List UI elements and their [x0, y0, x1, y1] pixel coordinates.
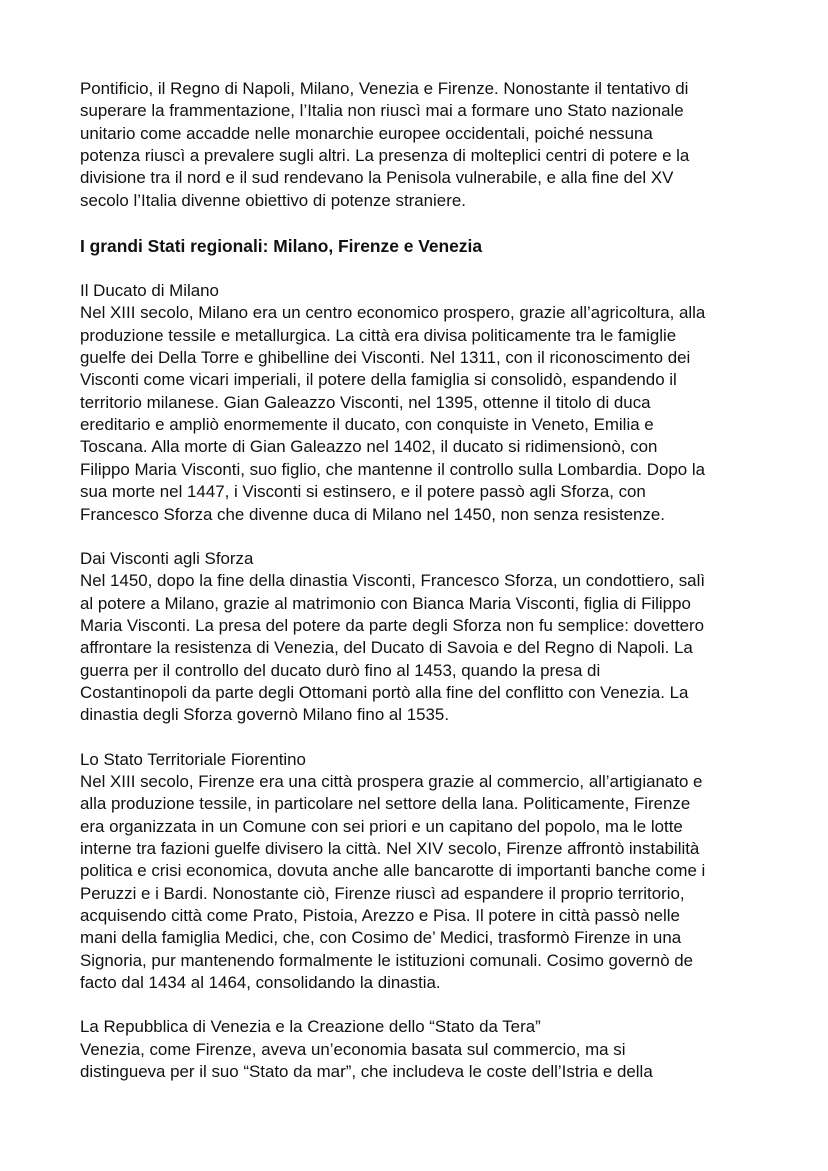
section-title: Il Ducato di Milano: [80, 281, 219, 301]
section-title: La Repubblica di Venezia e la Creazione dello “Stato da Tera”: [80, 1017, 541, 1037]
section-body: Nel XIII secolo, Firenze era una città prospera grazie al commercio, all’artigianato e alla produzione tessile, in particolare nel settore della lana. Politicamente, Firenze era organizzata in un Comune con sei priori e un capitano del popolo, ma le lotte interne tra fazioni guelfe divisero la città. Nel XIV secolo, Firenze affrontò instabilità politica e crisi economica, dovuta anche alle bancarotte di importanti banche come i Peruzzi e i Bardi. Nonostante ciò, Firenze riuscì ad espandere il proprio territorio, acquisendo città come Prato, Pistoia, Arezzo e Pisa. Il potere in città passò nelle mani della famiglia Medici, che, con Cosimo de’ Medici, trasformò Firenze in una Signoria, pur mantenendo formalmente le istituzioni comunali. Cosimo governò de facto dal 1434 al 1464, consolidando la dinastia.: [80, 771, 706, 993]
section-ducato-milano: [80, 280, 780, 526]
section-body: Nel XIII secolo, Milano era un centro economico prospero, grazie all’agricoltura, alla produzione tessile e metallurgica. La città era divisa politicamente tra le famiglie guelfe dei Della Torre e ghibelline dei Visconti. Nel 1311, con il riconoscimento dei Visconti come vicari imperiali, il potere della famiglia si consolidò, espandendo il territorio milanese. Gian Galeazzo Visconti, nel 1395, ottenne il titolo di duca ereditario e ampliò enormemente il ducato, con conquiste in Veneto, Emilia e Toscana. Alla morte di Gian Galeazzo nel 1402, il ducato si ridimensionò, con Filippo Maria Visconti, suo figlio, che mantenne il controllo sulla Lombardia. Dopo la sua morte nel 1447, i Visconti si estinsero, e il potere passò agli Sforza, con Francesco Sforza che divenne duca di Milano nel 1450, non senza resistenze.: [80, 303, 706, 524]
section-title: Lo Stato Territoriale Fiorentino: [80, 749, 306, 769]
document-page: [80, 78, 780, 1083]
section-title: Dai Visconti agli Sforza: [80, 548, 254, 568]
section-stato-fiorentino: [80, 749, 780, 995]
section-repubblica-venezia: [80, 1016, 780, 1083]
section-visconti-sforza: [80, 548, 780, 727]
intro-paragraph: Pontificio, il Regno di Napoli, Milano, Venezia e Firenze. Nonostante il tentativo di superare la frammentazione, l’Italia non riuscì mai a formare uno Stato nazionale unitario come accadde nelle monarchie europee occidentali, poiché nessuna potenza riuscì a prevalere sugli altri. La presenza di molteplici centri di potere e la divisione tra il nord e il sud rendevano la Penisola vulnerabile, e alla fine del XV secolo l’Italia divenne obiettivo di potenze straniere.: [80, 79, 690, 210]
section-heading: I grandi Stati regionali: Milano, Firenze e Venezia: [80, 236, 483, 257]
section-body: Nel 1450, dopo la fine della dinastia Visconti, Francesco Sforza, un condottiero, salì al potere a Milano, grazie al matrimonio con Bianca Maria Visconti, figlia di Filippo Maria Visconti. La presa del potere da parte degli Sforza non fu semplice: dovettero affrontare la resistenza di Venezia, del Ducato di Savoia e del Regno di Napoli. La guerra per il controllo del ducato durò fino al 1453, quando la presa di Costantinopoli da parte degli Ottomani portò alla fine del conflitto con Venezia. La dinastia degli Sforza governò Milano fino al 1535.: [80, 571, 706, 725]
section-body: Venezia, come Firenze, aveva un’economia basata sul commercio, ma si distingueva per il suo “Stato da mar”, che includeva le coste dell’Istria e della: [80, 1039, 653, 1082]
